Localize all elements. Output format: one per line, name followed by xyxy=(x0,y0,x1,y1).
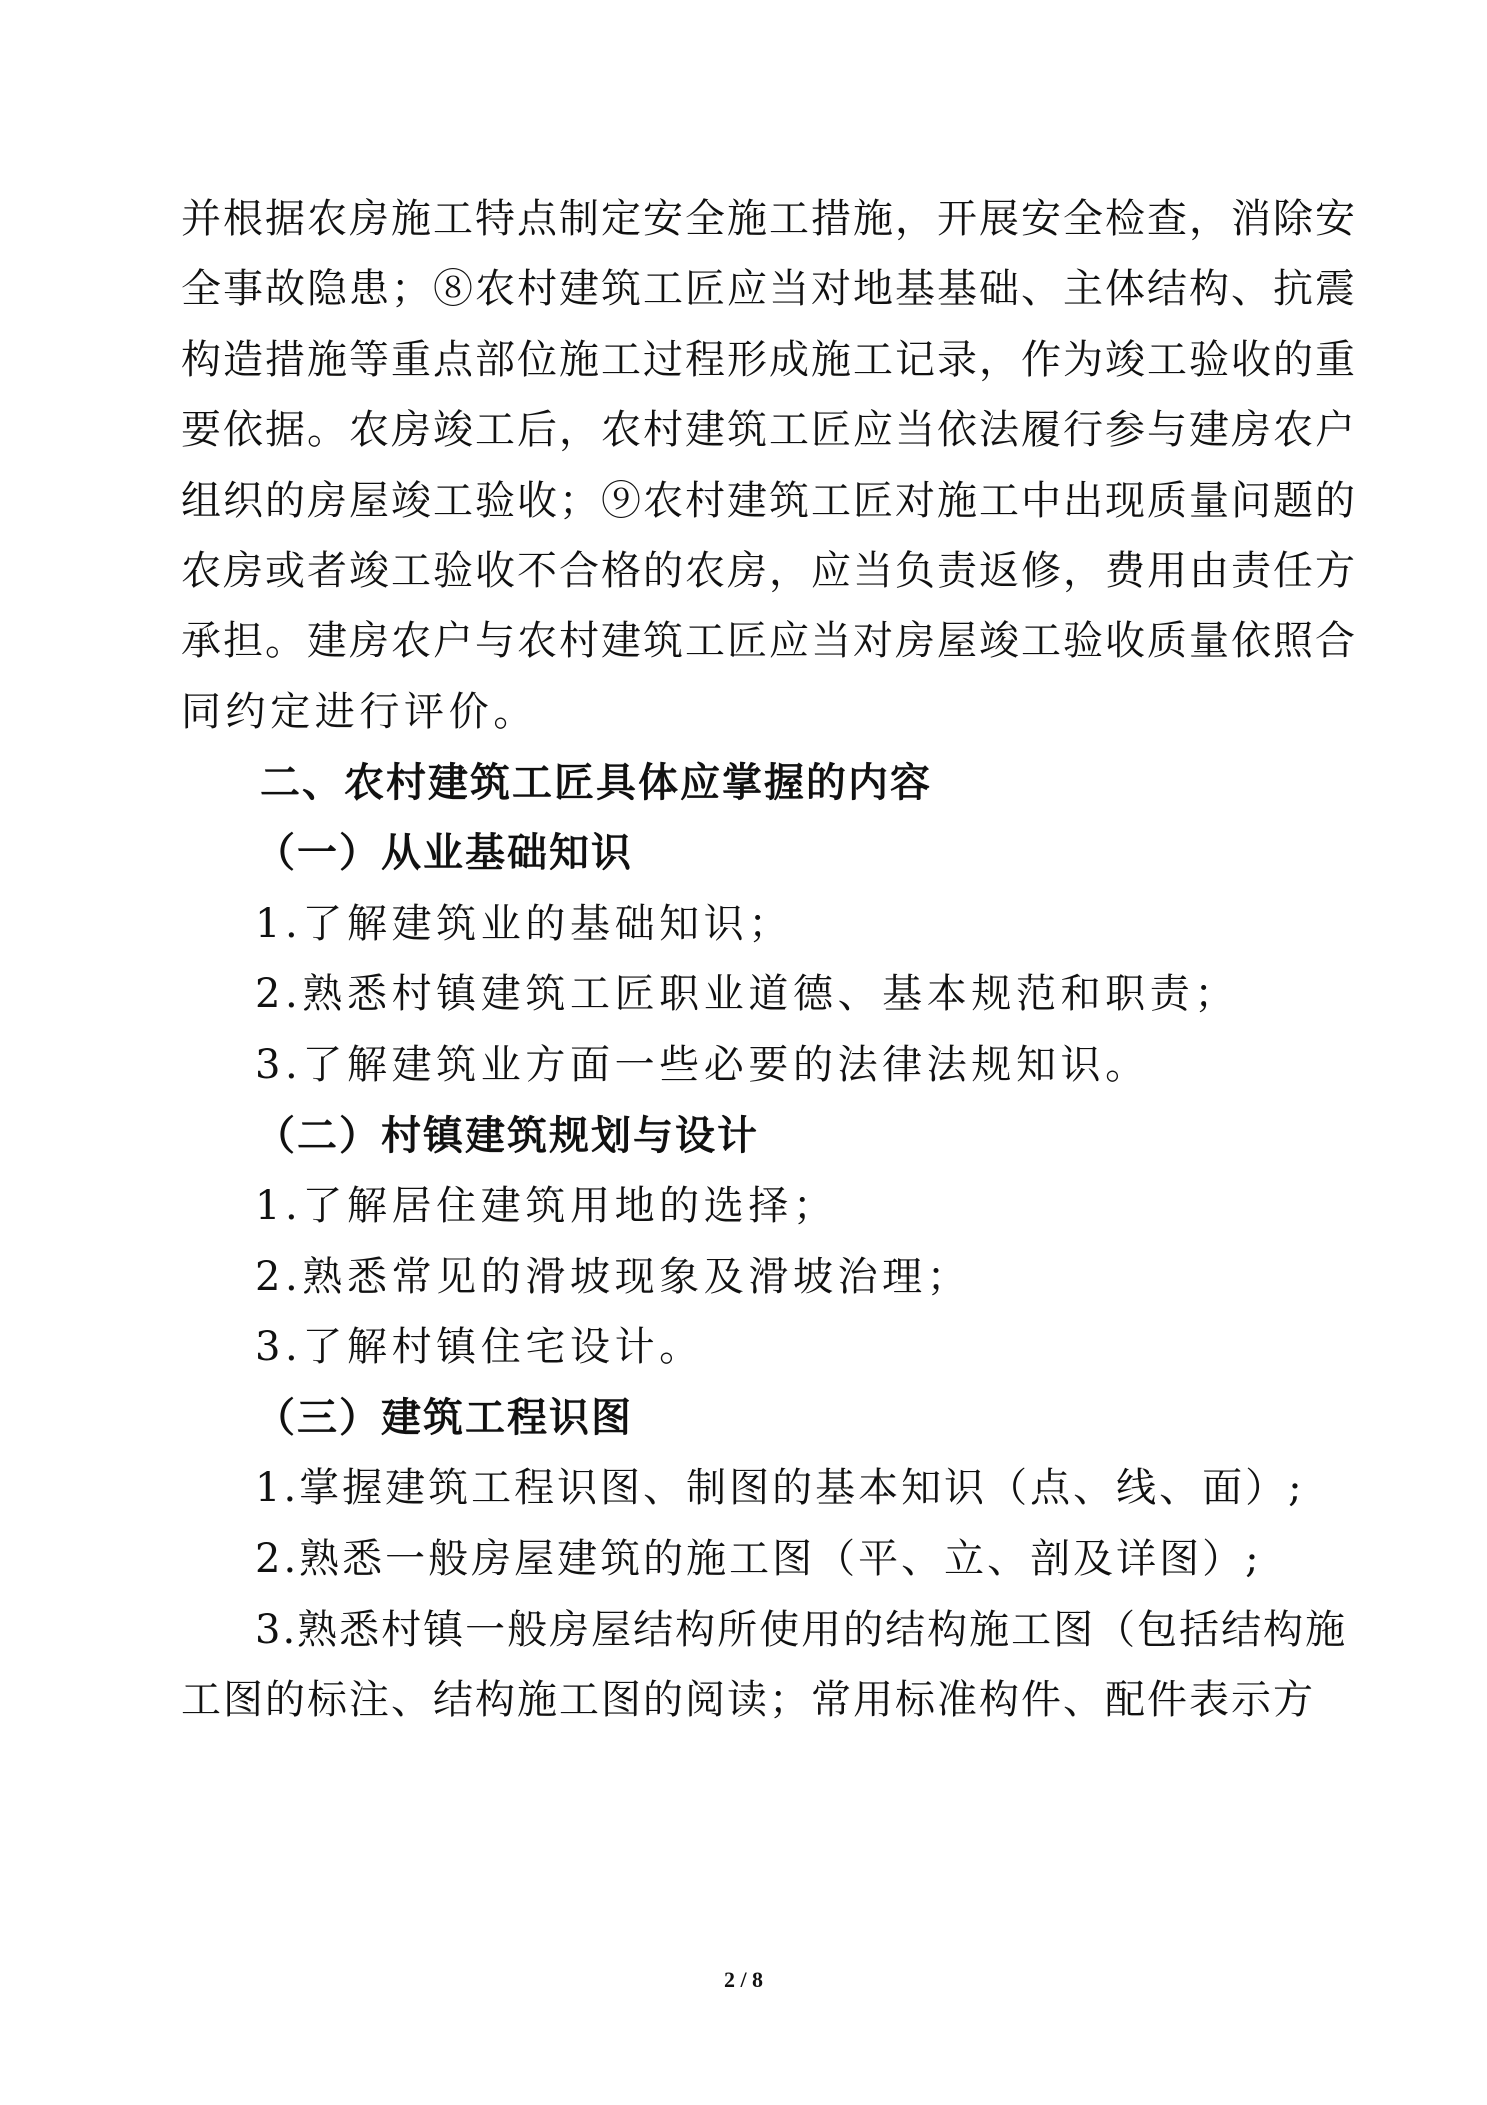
paragraph-line: 要依据。农房竣工后，农村建筑工匠应当依法履行参与建房农户 xyxy=(181,407,1357,453)
paragraph-line: 同约定进行评价。 xyxy=(181,689,538,735)
list-item: 1.掌握建筑工程识图、制图的基本知识（点、线、面）; xyxy=(255,1465,1305,1511)
subsection-heading: （二）村镇建筑规划与设计 xyxy=(255,1112,759,1159)
section-heading: 二、农村建筑工匠具体应掌握的内容 xyxy=(260,759,932,806)
list-item: 2.熟悉常见的滑坡现象及滑坡治理； xyxy=(255,1254,972,1300)
paragraph-line: 并根据农房施工特点制定安全施工措施，开展安全检查，消除安 xyxy=(181,196,1357,242)
list-item: 1.了解建筑业的基础知识； xyxy=(255,901,793,947)
list-item: 工图的标注、结构施工图的阅读；常用标准构件、配件表示方 xyxy=(181,1677,1315,1723)
list-item: 3.了解建筑业方面一些必要的法律法规知识。 xyxy=(255,1042,1150,1088)
paragraph-line: 全事故隐患；⑧农村建筑工匠应当对地基基础、主体结构、抗震 xyxy=(181,266,1357,312)
subsection-heading: （三）建筑工程识图 xyxy=(255,1394,633,1441)
paragraph-line: 农房或者竣工验收不合格的农房，应当负责返修，费用由责任方 xyxy=(181,548,1357,594)
list-item: 3.熟悉村镇一般房屋结构所使用的结构施工图（包括结构施 xyxy=(255,1607,1348,1653)
list-item: 2.熟悉一般房屋建筑的施工图（平、立、剖及详图）; xyxy=(255,1536,1262,1582)
list-item: 2.熟悉村镇建筑工匠职业道德、基本规范和职责； xyxy=(255,971,1239,1017)
paragraph-line: 构造措施等重点部位施工过程形成施工记录，作为竣工验收的重 xyxy=(181,337,1357,383)
list-item: 1.了解居住建筑用地的选择； xyxy=(255,1183,838,1229)
subsection-heading: （一）从业基础知识 xyxy=(255,829,633,876)
list-item: 3.了解村镇住宅设计。 xyxy=(255,1324,704,1370)
paragraph-line: 承担。建房农户与农村建筑工匠应当对房屋竣工验收质量依照合 xyxy=(181,618,1357,664)
paragraph-line: 组织的房屋竣工验收；⑨农村建筑工匠对施工中出现质量问题的 xyxy=(181,478,1357,524)
page-number: 2 / 8 xyxy=(723,1967,764,1992)
